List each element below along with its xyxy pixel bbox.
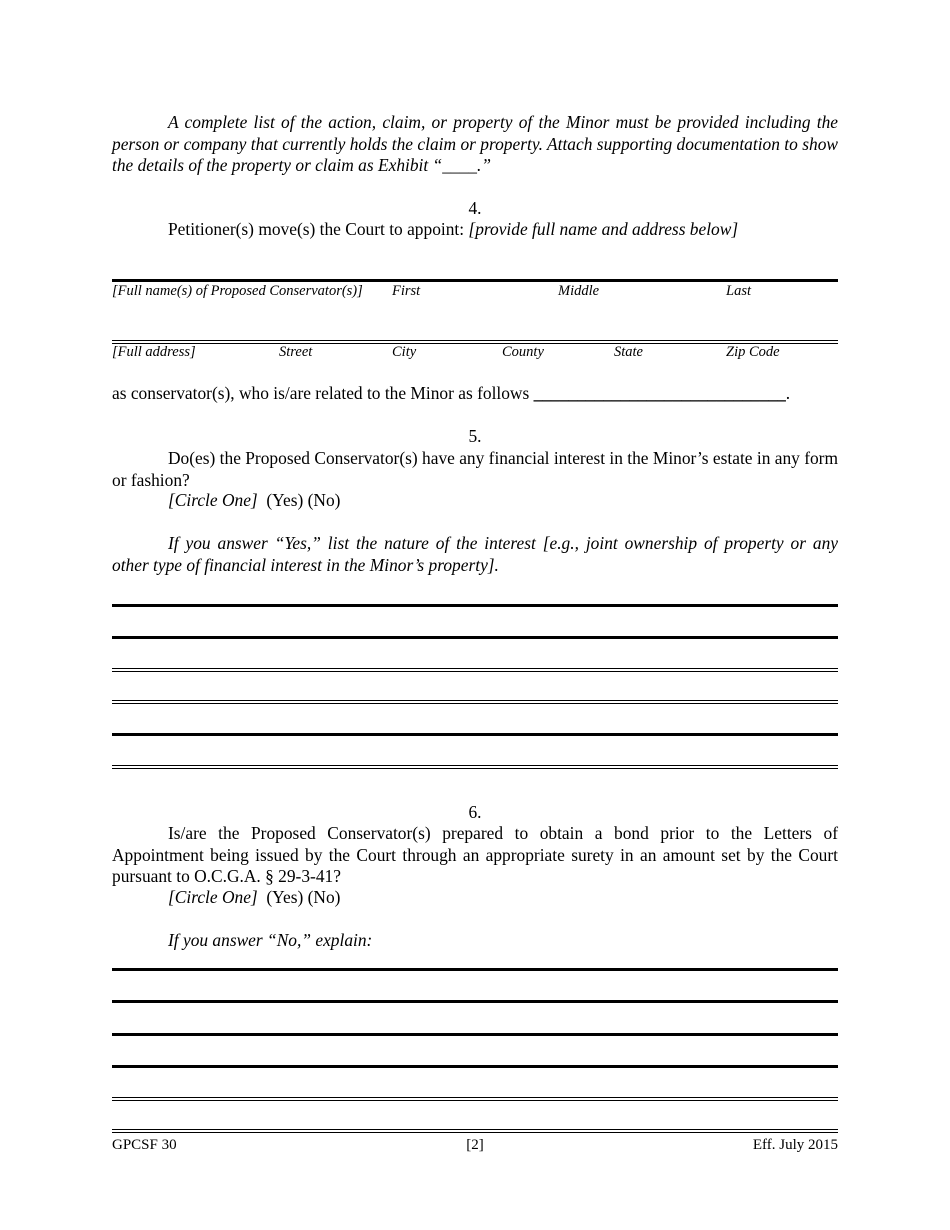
full-name-label: [Full name(s) of Proposed Conservator(s)]: [112, 283, 363, 299]
circle-one-label: [Circle One]: [168, 887, 258, 907]
appoint-instruction: [provide full name and address below]: [468, 219, 739, 239]
section-4-number: 4.: [468, 198, 482, 218]
appoint-statement: [168, 219, 738, 240]
explain-line[interactable]: [112, 1097, 838, 1101]
bond-explain-instruction: If you answer “No,” explain:: [168, 930, 373, 950]
bond-options: [168, 887, 340, 908]
footer-form-id: GPCSF 30: [112, 1137, 177, 1153]
last-name-label: Last: [726, 283, 751, 299]
explain-line[interactable]: [112, 1033, 838, 1036]
explain-line[interactable]: [112, 1129, 838, 1133]
state-label: State: [614, 344, 643, 360]
section-5-number: 5.: [468, 426, 482, 446]
conservator-name-line[interactable]: [112, 279, 838, 282]
explain-line[interactable]: [112, 968, 838, 971]
city-label: City: [392, 344, 417, 360]
county-label: County: [502, 344, 544, 360]
explain-line[interactable]: [112, 1065, 838, 1068]
answer-line[interactable]: [112, 700, 838, 704]
explain-line[interactable]: [112, 1000, 838, 1003]
relation-text: as conservator(s), who is/are related to the Minor as follows: [112, 383, 534, 403]
footer-effective-date: Eff. July 2015: [752, 1137, 838, 1153]
appoint-lead: Petitioner(s) move(s) the Court to appoint:: [168, 219, 469, 239]
document-page: [112, 0, 838, 1230]
street-label: Street: [279, 344, 313, 360]
answer-line[interactable]: [112, 733, 838, 736]
answer-line[interactable]: [112, 668, 838, 672]
bond-question: Is/are the Proposed Conservator(s) prepared to obtain a bond prior to the Letters of Appointment being issued by the Court through an appropriate surety in an amount set by the Court pursuant to O.C.G.A. § 29-3-41?: [112, 823, 838, 886]
yes-no-options[interactable]: (Yes) (No): [266, 887, 341, 907]
answer-line[interactable]: [112, 636, 838, 639]
financial-interest-question: Do(es) the Proposed Conservator(s) have any financial interest in the Minor’s estate in any form or fashion?: [112, 448, 838, 490]
zip-code-label: Zip Code: [726, 344, 780, 360]
yes-no-options[interactable]: (Yes) (No): [266, 490, 341, 510]
footer-page-number: [2]: [466, 1137, 484, 1153]
financial-interest-instruction: If you answer “Yes,” list the nature of the interest [e.g., joint ownership of property or any other type of financial interest in the Minor’s property].: [112, 533, 838, 575]
section-6-number: 6.: [468, 802, 482, 822]
full-address-label: [Full address]: [112, 344, 196, 360]
circle-one-label: [Circle One]: [168, 490, 258, 510]
answer-line[interactable]: [112, 765, 838, 769]
middle-name-label: Middle: [558, 283, 600, 299]
relation-end: .: [785, 383, 791, 403]
relation-statement: [112, 383, 790, 404]
property-list-instruction: A complete list of the action, claim, or property of the Minor must be provided including the person or company that currently holds the claim or property. Attach supporting documentation to show the details of the property or claim as Exhibit “____.”: [112, 112, 838, 175]
answer-line[interactable]: [112, 604, 838, 607]
first-name-label: First: [392, 283, 421, 299]
relation-blank[interactable]: _____________________________: [533, 383, 786, 403]
financial-interest-options: [168, 490, 340, 511]
